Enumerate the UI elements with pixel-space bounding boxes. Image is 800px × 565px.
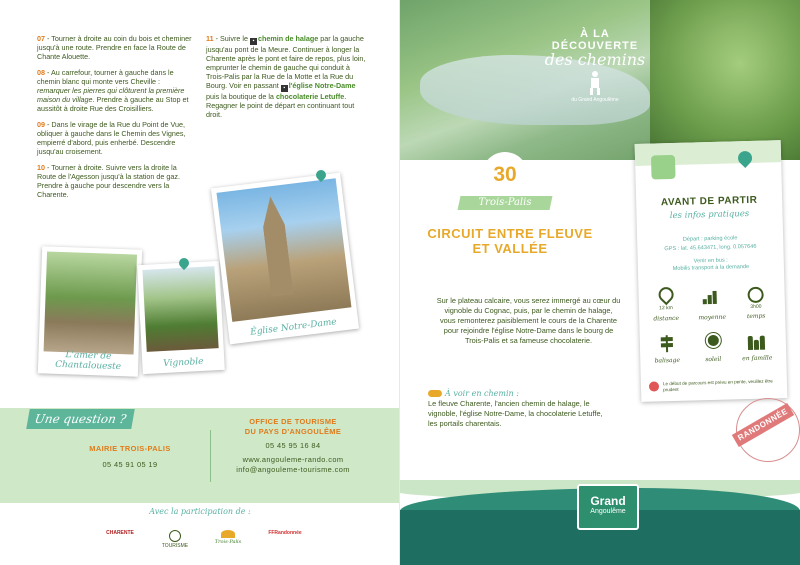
angouleme-text: Angoulême <box>590 508 626 515</box>
decouverte-logo <box>540 28 650 103</box>
tourisme-emblem-icon <box>169 530 181 542</box>
step-09: 09 - Dans le virage de la Rue du Point de Vue, obliquer à gauche dans le Chemin des Vignes, empierré d'abord, puis enherbé. Descendre jusqu'au croisement. <box>37 120 186 156</box>
a-voir-text: Le fleuve Charente, l'ancien chemin de halage, le vignoble, l'église Notre-Dame, la chocolaterie Letuffe, les portails charentais. <box>428 399 603 428</box>
photo-church <box>211 173 359 345</box>
depart-info: Départ : parking école <box>682 235 738 243</box>
randonnee-label: RANDONNÉE <box>732 403 794 447</box>
family-icon <box>748 333 766 349</box>
step-08: 08 - Au carrefour, tourner à gauche dans le chemin blanc qui monte vers Cheville : remarquer les pierres qui clôturent la première maison du village. Prendre à gauche au Stop et aussitôt à droite Rue des Croisilliers. <box>37 68 189 113</box>
logo-ffrandonnee: FFRandonnée <box>268 530 302 536</box>
caption-church: Église Notre-Dame <box>249 317 338 338</box>
circuit-number: 30 <box>482 152 528 198</box>
card-note: Le début de parcours est prévu en pente, veuillez être prudent <box>662 378 773 393</box>
contact-divider <box>210 430 211 482</box>
brand-line-2: DÉCOUVERTE <box>551 40 639 52</box>
step-10: 10 - Tourner à droite. Suivre vers la droite la Route de l'Agesson jusqu'à la station de gaz. Prendre à gauche pour descendre vers la Charente. <box>37 163 180 199</box>
balisage-label: balisage <box>654 356 681 365</box>
soleil-label: soleil <box>705 355 722 364</box>
logo-charente: CHARENTE <box>106 530 134 536</box>
card-subtitle: les infos pratiques <box>669 208 750 222</box>
photo-vines <box>137 261 225 374</box>
signpost-icon <box>658 335 676 351</box>
steps-column-2 <box>206 34 366 126</box>
step-07: 07 - Tourner à droite au coin du bois et cheminer jusqu'à une route. Prendre en face la Route de Chante Alouette. <box>37 34 192 61</box>
brand-line-3: des chemins <box>544 50 646 69</box>
steps-column-1 <box>37 34 195 206</box>
church-tower-icon <box>259 195 293 297</box>
office-name-2: DU PAYS D'ANGOULÊME <box>244 427 342 436</box>
grand-text: Grand <box>590 494 626 508</box>
trees-foliage <box>650 0 800 160</box>
circuit-title <box>400 226 620 256</box>
trois-palis-emblem-icon <box>221 530 235 538</box>
brand-line-1: À LA <box>580 28 610 40</box>
brand-line-4: du Grand Angoulême <box>571 97 619 103</box>
warning-icon <box>649 381 659 391</box>
time-label: temps <box>746 312 766 321</box>
logo-tourisme: TOURISME <box>155 530 195 549</box>
participation-label: Avec la participation de : <box>149 507 251 516</box>
circuit-description: Sur le plateau calcaire, vous serez immergé au cœur du vignoble du Cognac, puis, par le chemin de halage, vous remonterez paisiblement le cours de la Charente pour rejoindre l'église Notre-Dame dans le bourg de Trois-Palis et sa fameuse chocolaterie. <box>436 296 621 345</box>
distance-label: distance <box>653 314 680 323</box>
a-voir-title: À voir en chemin : <box>445 389 519 398</box>
grand-angouleme-logo <box>577 484 639 530</box>
difficulty-label: moyenne <box>698 313 727 322</box>
caption-vines: Vignoble <box>163 356 204 369</box>
office-name: OFFICE DE TOURISME <box>249 417 337 426</box>
office-email-link[interactable]: info@angouleme-tourisme.com <box>236 465 350 474</box>
gps-info: GPS : lat. 45.643471, long. 0.057646 <box>664 243 757 253</box>
mairie-phone[interactable]: 05 45 91 05 19 <box>102 460 158 469</box>
question-title: Une question ? <box>26 409 135 429</box>
office-website-link[interactable]: www.angouleme-rando.com <box>242 455 344 464</box>
a-voir-section <box>428 389 608 429</box>
step-11: 11 - Suivre le ▪ chemin de halage par la gauche jusqu'au pont de la Meure. Continuer à longer la Charente après le pont et faire de repos, plus loin, emprunter le chemin de gauche qui conduit à Trois-Palis par la Rue de la Motte et la Rue du Bourg. Voir en passant ▪ l'église Notre-Dame puis la boutique de la chocolaterie Letuffe. Regagner le point de départ en continuant tout droit. <box>206 34 366 119</box>
church-marker-icon: ▪ <box>281 85 288 92</box>
right-page <box>400 0 800 565</box>
circuit-title-line-2: ET VALLÉE <box>472 241 548 256</box>
mairie-contact <box>60 444 200 470</box>
clock-icon <box>746 287 764 303</box>
card-title: AVANT DE PARTIR <box>660 194 758 209</box>
village-name: Trois-Palis <box>478 197 532 208</box>
binoculars-icon <box>428 390 442 397</box>
bus-info: Mobilis transport à la demande <box>672 264 750 273</box>
mairie-name: MAIRIE TROIS-PALIS <box>89 444 171 453</box>
hiker-icon <box>586 71 604 95</box>
office-contact <box>218 417 368 475</box>
halage-marker-icon: ▪ <box>250 38 257 45</box>
caption-wall: L'amer de Chantaloueste <box>55 350 122 373</box>
difficulty-bars-icon <box>702 288 720 304</box>
distance-pin-icon <box>656 287 674 303</box>
sun-icon <box>704 335 722 351</box>
photo-wall <box>38 246 142 376</box>
famille-label: en famille <box>742 354 773 363</box>
distance-value: 12 km <box>659 305 673 312</box>
emblem-icon <box>651 155 676 180</box>
bus-info-label: Venir en bus : <box>693 257 728 265</box>
info-card <box>635 140 788 402</box>
office-phone[interactable]: 05 45 95 16 84 <box>265 441 321 450</box>
logo-trois-palis: Trois-Palis <box>208 530 248 545</box>
time-value: 3h00 <box>750 303 762 310</box>
circuit-title-line-1: CIRCUIT ENTRE FLEUVE <box>427 226 593 241</box>
